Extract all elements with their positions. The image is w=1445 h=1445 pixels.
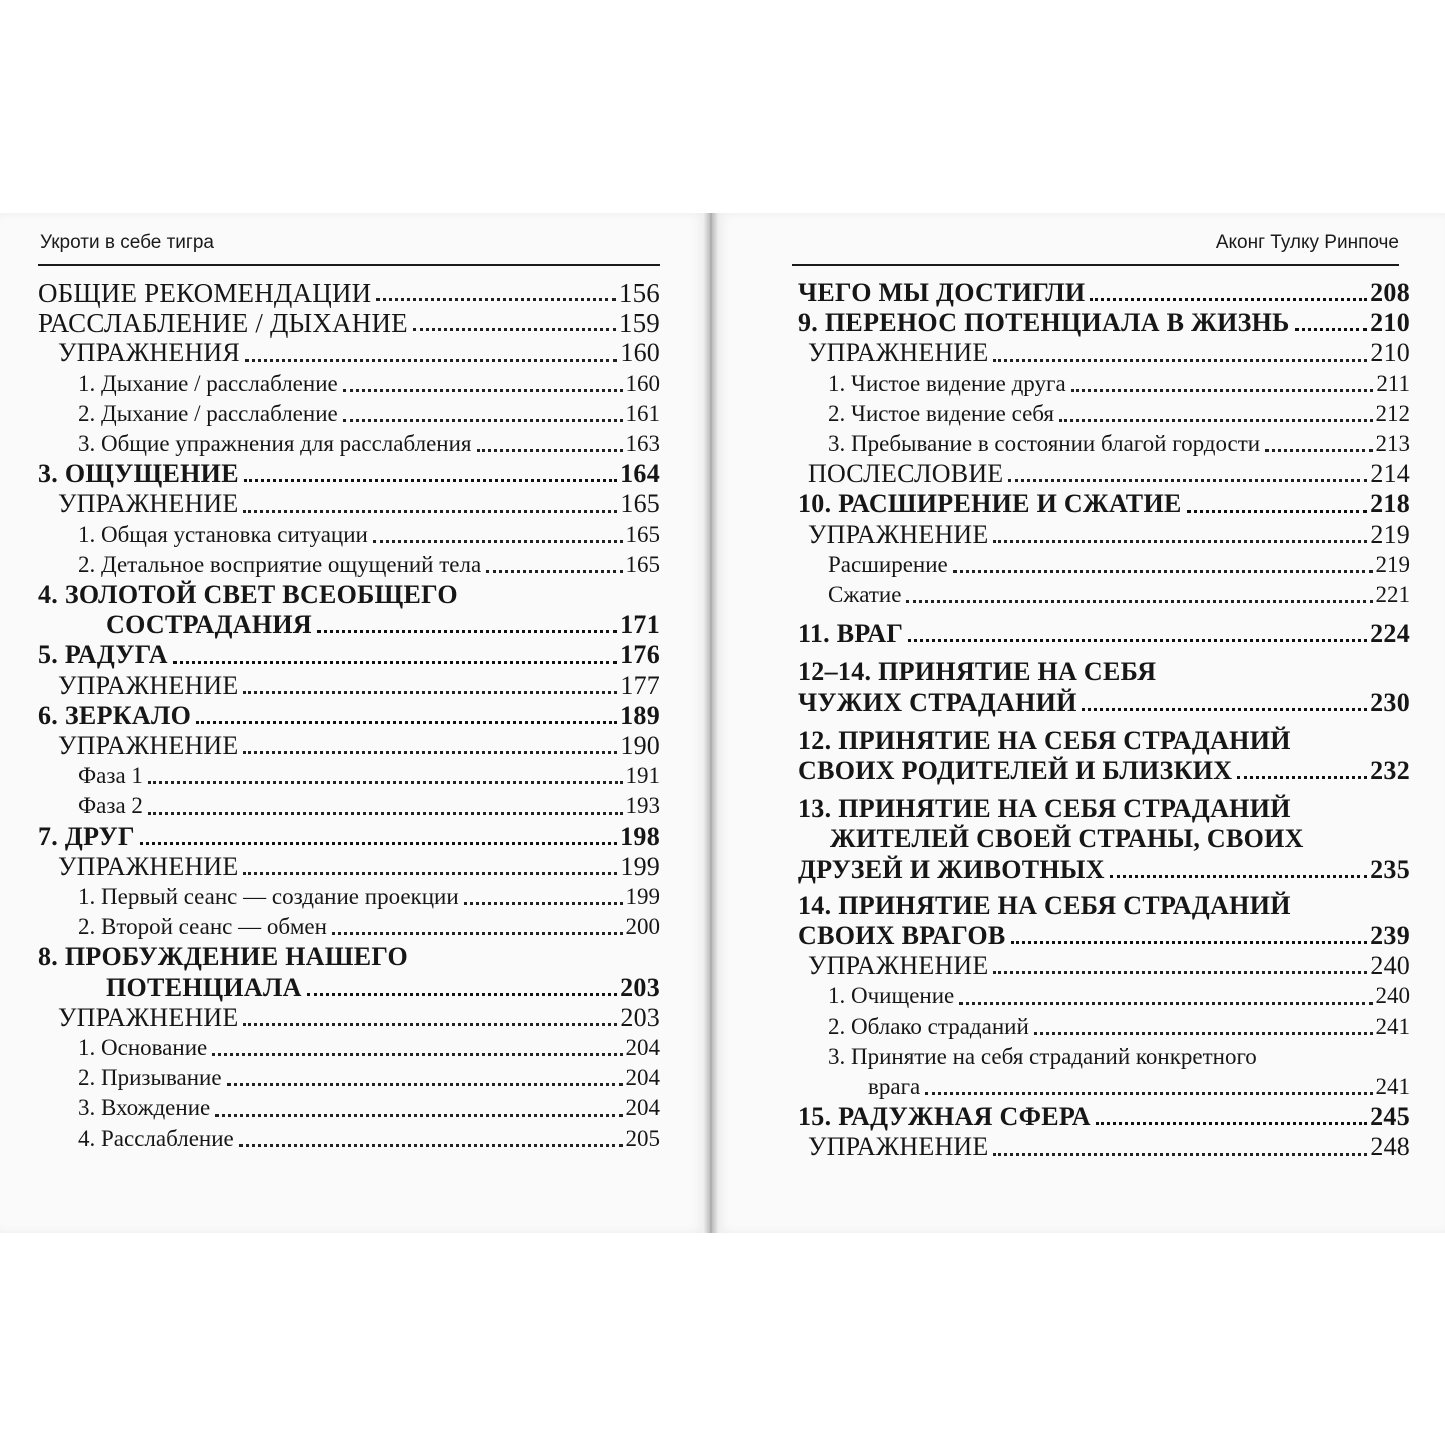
left-head-rule	[38, 264, 660, 266]
toc-entry	[790, 580, 1410, 610]
dot-leader	[1295, 328, 1367, 331]
toc-entry	[38, 1124, 660, 1154]
toc-entry-chapter	[790, 278, 1410, 308]
toc-page-number: 218	[1370, 489, 1410, 519]
toc-page-number: 203	[620, 1002, 660, 1032]
toc-entry	[38, 429, 660, 459]
dot-leader	[413, 328, 616, 331]
toc-title: 6. ЗЕРКАЛО	[38, 700, 192, 730]
toc-title: 2. Второй сеанс — обмен	[78, 914, 327, 940]
dot-leader	[1082, 708, 1367, 711]
dot-leader	[317, 630, 617, 633]
toc-entry	[790, 520, 1410, 550]
toc-entry-chapter	[790, 756, 1410, 786]
toc-page-number: 203	[620, 972, 660, 1002]
toc-entry	[38, 520, 660, 550]
dot-leader	[1096, 1122, 1367, 1125]
dot-leader	[1187, 510, 1367, 513]
toc-title: ОБЩИЕ РЕКОМЕНДАЦИИ	[38, 278, 372, 308]
toc-entry	[38, 550, 660, 580]
toc-page-number: 219	[1375, 551, 1410, 577]
toc-page-number: 189	[620, 700, 660, 730]
toc-title: 3. Общие упражнения для расслабления	[78, 431, 472, 457]
toc-title: 1. Очищение	[828, 983, 955, 1009]
toc-title: 8. ПРОБУЖДЕНИЕ НАШЕГО	[38, 942, 409, 972]
toc-entry-chapter	[790, 1102, 1410, 1132]
toc-entry	[790, 459, 1410, 489]
toc-page-number: 199	[625, 884, 660, 910]
toc-title: УПРАЖНЕНИЕ	[58, 731, 239, 761]
toc-title: 1. Общая установка ситуации	[78, 521, 368, 547]
toc-entry	[790, 338, 1410, 368]
dot-leader	[245, 359, 617, 362]
toc-title: 2. Призывание	[78, 1065, 222, 1091]
toc-title-continued: ЧУЖИХ СТРАДАНИЙ	[798, 687, 1077, 717]
toc-entry	[38, 791, 660, 821]
dot-leader	[140, 842, 617, 845]
toc-page-number: 171	[620, 610, 660, 640]
toc-page-number: 212	[1375, 400, 1410, 426]
dot-leader	[1008, 479, 1367, 482]
toc-page-number: 191	[625, 763, 660, 789]
toc-page-number: 213	[1375, 431, 1410, 457]
toc-entry	[38, 1093, 660, 1123]
dot-leader	[227, 1083, 623, 1086]
toc-title: 1. Дыхание / расслабление	[78, 370, 338, 396]
book-gutter	[703, 213, 719, 1233]
toc-entry-chapter	[790, 855, 1410, 885]
toc-title-continued: СВОИХ ВРАГОВ	[798, 921, 1006, 951]
dot-leader	[243, 1023, 617, 1026]
toc-title: 14. ПРИНЯТИЕ НА СЕБЯ СТРАДАНИЙ	[798, 890, 1291, 920]
toc-title: 9. ПЕРЕНОС ПОТЕНЦИАЛА В ЖИЗНЬ	[798, 308, 1290, 338]
toc-title: 5. РАДУГА	[38, 640, 168, 670]
toc-page-number: 190	[620, 731, 660, 761]
dot-leader	[1059, 419, 1372, 422]
toc-entry-chapter	[790, 921, 1410, 951]
toc-title-continued: ПОТЕНЦИАЛА	[106, 972, 302, 1002]
dot-leader	[243, 510, 617, 513]
toc-entry-chapter	[38, 822, 660, 852]
dot-leader	[1110, 875, 1367, 878]
toc-entry	[38, 308, 660, 338]
dot-leader	[1237, 776, 1367, 779]
toc-page-number: 164	[620, 459, 660, 489]
toc-page-number: 165	[625, 521, 660, 547]
left-toc	[38, 278, 660, 1154]
toc-title: 1. Первый сеанс — создание проекции	[78, 884, 459, 910]
toc-entry	[38, 1003, 660, 1033]
dot-leader	[173, 661, 617, 664]
toc-entry	[38, 1033, 660, 1063]
toc-page-number: 224	[1370, 619, 1410, 649]
toc-page-number: 165	[625, 551, 660, 577]
toc-page-number: 241	[1375, 1074, 1410, 1100]
toc-title: Фаза 1	[78, 763, 143, 789]
dot-leader	[953, 570, 1373, 573]
dot-leader	[993, 359, 1367, 362]
toc-page-number: 156	[618, 278, 660, 308]
dot-leader	[908, 639, 1367, 642]
toc-entry	[38, 852, 660, 882]
dot-leader	[486, 570, 622, 573]
toc-page-number: 205	[625, 1125, 660, 1151]
toc-entry	[790, 550, 1410, 580]
toc-title: РАССЛАБЛЕНИЕ / ДЫХАНИЕ	[38, 308, 408, 339]
toc-page-number: 240	[1375, 983, 1410, 1009]
dot-leader	[1071, 389, 1374, 392]
toc-page-number: 219	[1370, 519, 1410, 549]
toc-page-number: 177	[620, 670, 660, 700]
toc-page-number: 199	[620, 851, 660, 881]
toc-page-number: 221	[1375, 582, 1410, 608]
toc-title: ЧЕГО МЫ ДОСТИГЛИ	[798, 278, 1086, 307]
toc-title: 4. Расслабление	[78, 1125, 234, 1151]
toc-entry-wrapped	[790, 1042, 1410, 1072]
toc-entry	[38, 912, 660, 942]
toc-title: 12–14. ПРИНЯТИЕ НА СЕБЯ	[798, 657, 1157, 687]
toc-entry	[790, 429, 1410, 459]
toc-entry	[790, 1072, 1410, 1102]
toc-title-continued: СВОИХ РОДИТЕЛЕЙ И БЛИЗКИХ	[798, 756, 1233, 786]
toc-title-continued: ЖИТЕЛЕЙ СВОЕЙ СТРАНЫ, СВОИХ	[830, 824, 1304, 854]
toc-page-number: 245	[1370, 1102, 1410, 1132]
toc-page-number: 210	[1370, 308, 1410, 338]
toc-title: 2. Детальное восприятие ощущений тела	[78, 551, 482, 577]
toc-title: УПРАЖНЕНИЕ	[808, 1132, 989, 1162]
toc-title: УПРАЖНЕНИЯ	[58, 338, 240, 368]
toc-entry	[38, 731, 660, 761]
toc-entry-chapter	[38, 610, 660, 640]
toc-page-number: 211	[1376, 370, 1410, 396]
dot-leader	[906, 600, 1372, 603]
toc-page-number: 160	[625, 370, 660, 396]
toc-page-number: 210	[1370, 338, 1410, 368]
dot-leader	[373, 540, 623, 543]
dot-leader	[1090, 298, 1367, 301]
toc-entry	[38, 399, 660, 429]
dot-leader	[332, 932, 623, 935]
toc-title: Расширение	[828, 551, 948, 577]
toc-entry	[38, 338, 660, 368]
toc-title: УПРАЖНЕНИЕ	[58, 851, 239, 881]
toc-title: 3. Вхождение	[78, 1095, 211, 1121]
toc-page-number: 214	[1370, 459, 1410, 489]
toc-entry	[790, 951, 1410, 981]
toc-entry	[790, 1132, 1410, 1162]
toc-entry	[790, 1012, 1410, 1042]
toc-title: УПРАЖНЕНИЕ	[58, 670, 239, 700]
toc-entry-chapter	[790, 489, 1410, 519]
toc-page-number: 165	[620, 489, 660, 519]
toc-title: 12. ПРИНЯТИЕ НА СЕБЯ СТРАДАНИЙ	[798, 725, 1291, 755]
toc-page-number: 239	[1370, 921, 1410, 951]
toc-entry-chapter	[790, 619, 1410, 649]
dot-leader	[1011, 941, 1368, 944]
toc-entry	[790, 981, 1410, 1011]
dot-leader	[244, 479, 617, 482]
toc-title: 10. РАСШИРЕНИЕ И СЖАТИЕ	[798, 489, 1182, 519]
toc-title: УПРАЖНЕНИЕ	[58, 1002, 239, 1032]
right-head-rule	[792, 264, 1399, 266]
toc-title: 1. Основание	[78, 1035, 208, 1061]
toc-title: 2. Дыхание / расслабление	[78, 400, 338, 426]
toc-page-number: 241	[1375, 1013, 1410, 1039]
toc-page-number: 204	[625, 1065, 660, 1091]
toc-entry	[38, 671, 660, 701]
toc-entry	[38, 489, 660, 519]
toc-entry	[38, 369, 660, 399]
dot-leader	[376, 298, 616, 301]
right-running-head: Аконг Тулку Ринпоче	[1215, 232, 1399, 253]
dot-leader	[243, 872, 617, 875]
toc-title-continued: врага	[868, 1074, 921, 1100]
toc-title: 2. Чистое видение себя	[828, 400, 1055, 426]
toc-page-number: 232	[1370, 756, 1410, 786]
toc-title: 3. Пребывание в состоянии благой гордости	[828, 431, 1261, 457]
dot-leader	[243, 751, 617, 754]
toc-title: 11. ВРАГ	[798, 619, 904, 649]
toc-page-number: 204	[625, 1095, 660, 1121]
toc-title: 4. ЗОЛОТОЙ СВЕТ ВСЕОБЩЕГО	[38, 580, 458, 610]
dot-leader	[993, 971, 1367, 974]
dot-leader	[993, 540, 1367, 543]
toc-entry	[38, 278, 660, 308]
toc-title: Фаза 2	[78, 793, 143, 819]
toc-page-number: 200	[625, 914, 660, 940]
dot-leader	[196, 721, 617, 724]
toc-title: 15. РАДУЖНАЯ СФЕРА	[798, 1102, 1091, 1132]
toc-entry-chapter	[790, 688, 1410, 718]
toc-title: 1. Чистое видение друга	[828, 370, 1066, 396]
toc-page-number: 159	[618, 308, 660, 339]
toc-title-continued: ДРУЗЕЙ И ЖИВОТНЫХ	[798, 854, 1105, 884]
toc-page-number: 230	[1370, 687, 1410, 717]
toc-entry-chapter	[38, 459, 660, 489]
toc-page-number: 161	[625, 400, 660, 426]
toc-page-number: 204	[625, 1035, 660, 1061]
toc-title: УПРАЖНЕНИЕ	[58, 489, 239, 519]
left-running-head: Укроти в себе тигра	[40, 232, 214, 253]
dot-leader	[464, 902, 623, 905]
toc-page-number: 198	[620, 821, 660, 851]
toc-page-number: 163	[625, 431, 660, 457]
toc-entry-chapter	[38, 701, 660, 731]
dot-leader	[243, 691, 617, 694]
dot-leader	[959, 1002, 1372, 1005]
dot-leader	[212, 1053, 622, 1056]
right-toc	[790, 278, 1410, 1163]
dot-leader	[477, 449, 623, 452]
toc-entry	[790, 369, 1410, 399]
dot-leader	[993, 1153, 1367, 1156]
toc-title: 13. ПРИНЯТИЕ НА СЕБЯ СТРАДАНИЙ	[798, 794, 1291, 824]
dot-leader	[148, 812, 623, 815]
dot-leader	[307, 993, 617, 996]
toc-entry	[38, 761, 660, 791]
dot-leader	[148, 781, 623, 784]
toc-title: 3. ОЩУЩЕНИЕ	[38, 459, 239, 489]
toc-page-number: 240	[1370, 951, 1410, 981]
toc-title: 7. ДРУГ	[38, 821, 135, 851]
toc-page-number: 193	[625, 793, 660, 819]
toc-page-number: 235	[1370, 854, 1410, 884]
toc-title: 3. Принятие на себя страданий конкретного	[828, 1043, 1257, 1069]
toc-title: ПОСЛЕСЛОВИЕ	[808, 459, 1004, 489]
toc-entry	[38, 1063, 660, 1093]
dot-leader	[343, 419, 623, 422]
dot-leader	[215, 1114, 622, 1117]
toc-entry-chapter	[790, 308, 1410, 338]
dot-leader	[239, 1144, 623, 1147]
toc-page-number: 208	[1370, 278, 1410, 307]
toc-title: УПРАЖНЕНИЕ	[808, 951, 989, 981]
dot-leader	[343, 389, 623, 392]
toc-page-number: 160	[620, 338, 660, 368]
dot-leader	[1034, 1032, 1373, 1035]
toc-entry-chapter	[38, 640, 660, 670]
toc-entry	[790, 399, 1410, 429]
toc-entry	[38, 882, 660, 912]
toc-page-number: 248	[1370, 1132, 1410, 1162]
toc-title-continued: СОСТРАДАНИЯ	[106, 610, 312, 640]
dot-leader	[1265, 449, 1372, 452]
toc-page-number: 176	[620, 640, 660, 670]
toc-title: Сжатие	[828, 582, 902, 608]
toc-title: УПРАЖНЕНИЕ	[808, 519, 989, 549]
dot-leader	[925, 1092, 1372, 1095]
toc-title: 2. Облако страданий	[828, 1013, 1029, 1039]
toc-entry-chapter	[38, 973, 660, 1003]
toc-title: УПРАЖНЕНИЕ	[808, 338, 989, 368]
